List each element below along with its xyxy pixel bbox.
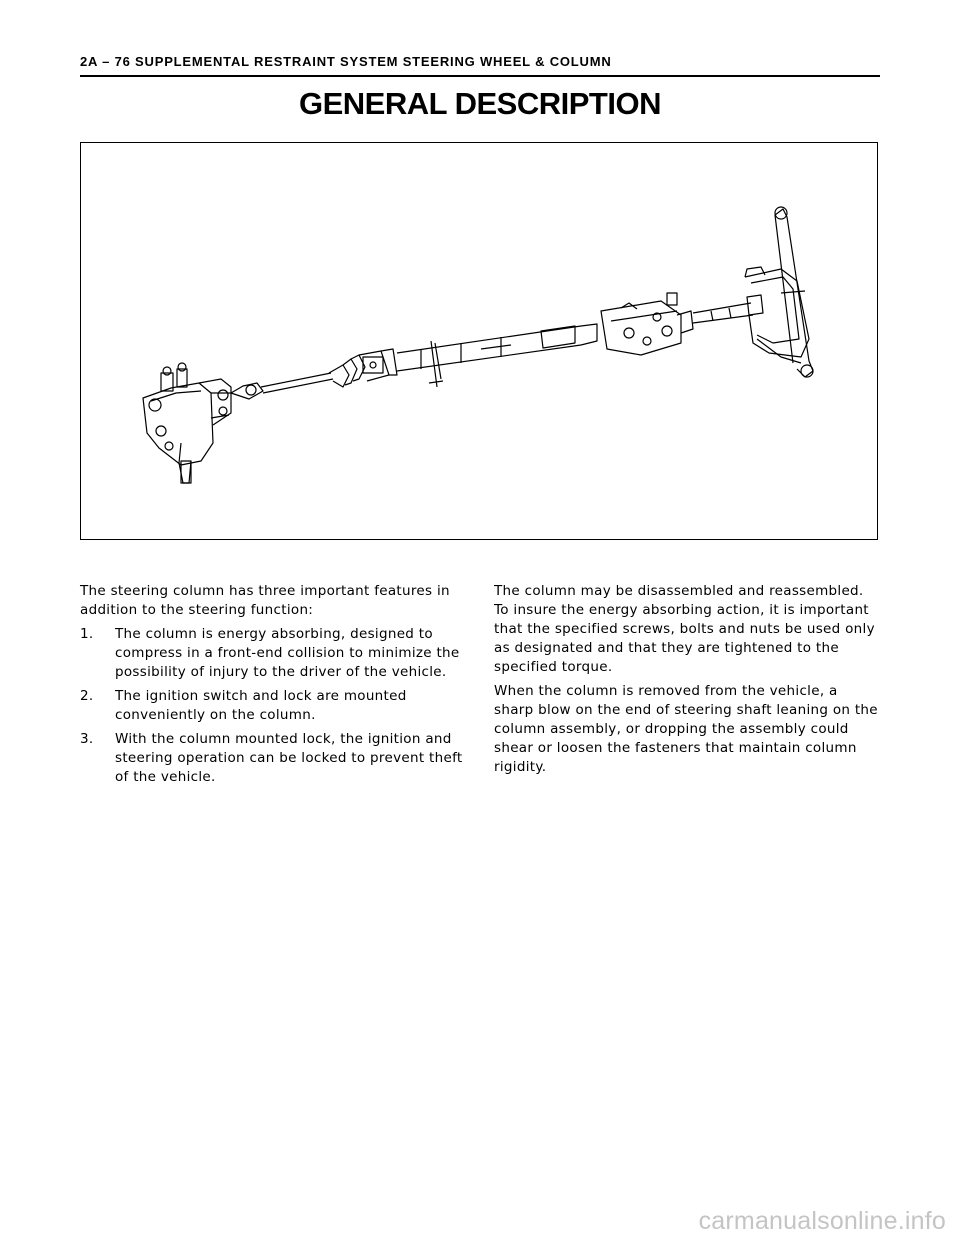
steering-gear-box (143, 363, 231, 483)
removal-paragraph: When the column is removed from the vehicle, a sharp blow on the end of steering shaft leaning on the column assembly, or dropping the assembly could shear or loosen the fasteners that maintain column rigidity. (494, 683, 878, 775)
page-header (80, 54, 880, 69)
column-tube (397, 324, 597, 387)
steering-wheel (745, 207, 813, 377)
list-item (80, 625, 472, 682)
list-item-number: 1. (80, 626, 94, 642)
header-rule (80, 75, 880, 77)
ignition-lock-housing (601, 293, 693, 355)
upper-shaft (693, 295, 763, 323)
intro-paragraph: The steering column has three important features in addition to the steering function: (80, 583, 450, 618)
list-item-text: The ignition switch and lock are mounted conveniently on the column. (115, 688, 407, 723)
list-item (80, 730, 472, 787)
disassembly-paragraph: The column may be disassembled and reassembled. To insure the energy absorbing action, it is important that the specified screws, bolts and nuts be used only as designated and that they are tightened to the specified torque. (494, 583, 875, 675)
watermark: carmanualsonline.info (698, 1207, 946, 1235)
header-text: 2A – 76 SUPPLEMENTAL RESTRAINT SYSTEM STEERING WHEEL & COLUMN (80, 54, 612, 69)
page-title: GENERAL DESCRIPTION (299, 86, 661, 121)
lower-shaft (231, 373, 333, 399)
right-column (494, 582, 880, 782)
list-item-text: The column is energy absorbing, designed to compress in a front-end collision to minimize the possibility of injury to the driver of the vehicle. (115, 626, 460, 680)
steering-column-assembly-drawing (81, 143, 876, 538)
list-item (80, 687, 472, 725)
left-column (80, 582, 472, 792)
shaft-boot (329, 349, 397, 387)
list-item-text: With the column mounted lock, the ignition and steering operation can be locked to prevent theft of the vehicle. (115, 731, 463, 785)
list-item-number: 2. (80, 688, 94, 704)
steering-column-figure (80, 142, 878, 540)
list-item-number: 3. (80, 731, 94, 747)
